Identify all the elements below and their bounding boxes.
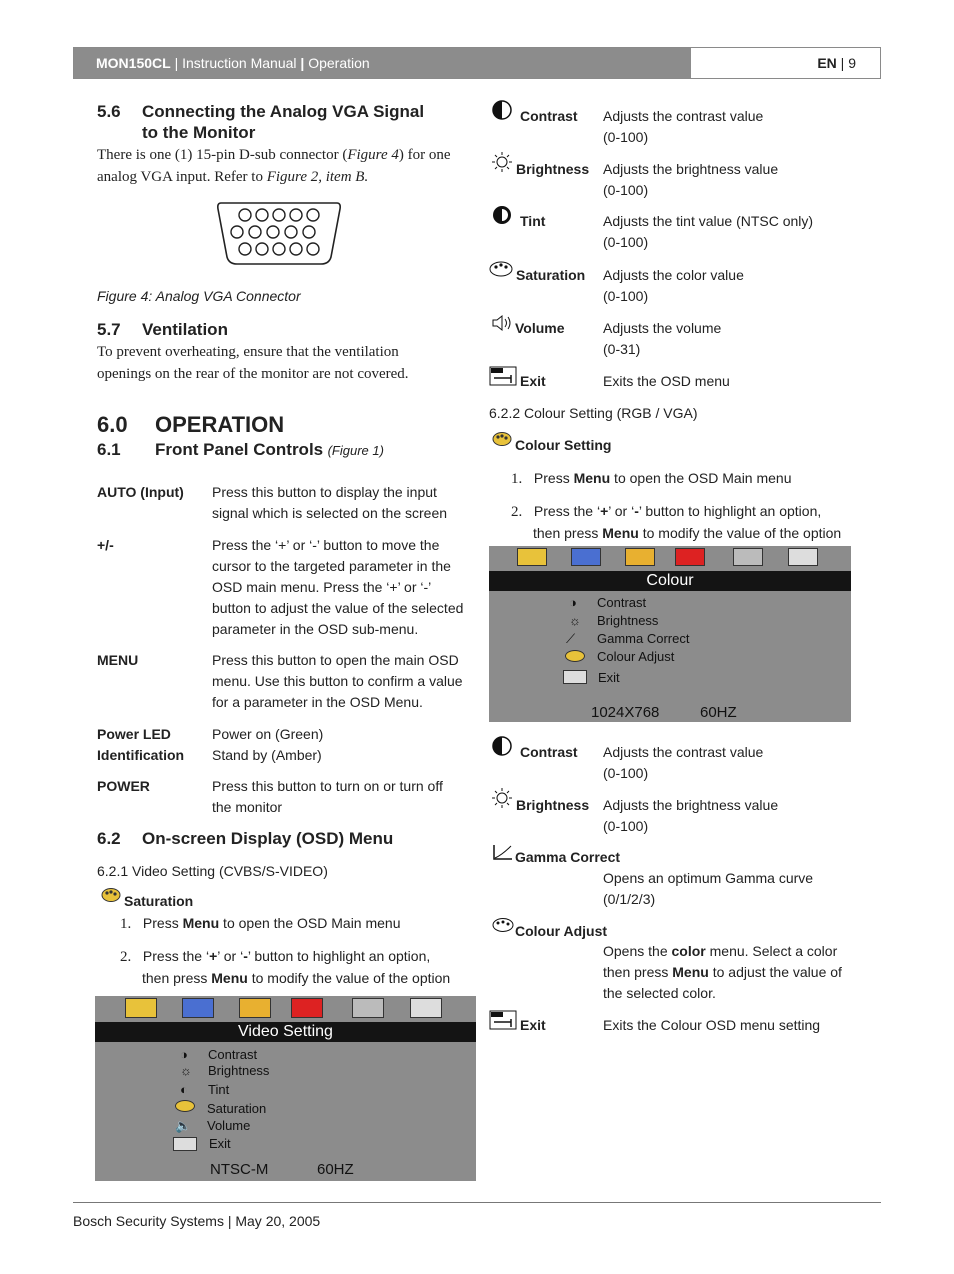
colour-step-2-cont [533,523,873,544]
gamma-icon [492,843,514,861]
osd-frequency: 60HZ [700,704,737,721]
desc-line: Adjusts the volume [603,320,722,336]
contrast-icon: ◑ [569,595,577,610]
step-num: 2. [120,949,132,965]
osd-item: Exit [209,1136,231,1151]
step-text: Press the ‘ [533,503,601,519]
figure-4-caption: Figure 4: Analog VGA Connector [97,288,301,304]
term-line: Power LED [97,726,171,742]
step-bold: Menu [573,470,611,486]
exit-icon [489,366,517,386]
palette-icon [492,431,512,447]
osd-item: Colour Adjust [597,649,675,664]
palette-icon [517,548,547,566]
control-desc-plusminus [212,535,472,640]
screen-position-icon [182,998,214,1018]
item-tint-desc [603,211,813,253]
step-bold: Menu [602,525,639,541]
section-5-7-num: 5.7 [97,320,121,339]
exit-icon [788,548,818,566]
figure-ref-2: Figure 2, item B. [266,169,369,185]
desc-line: OSD main menu. Press the ‘+’ or ‘-’ [212,579,432,595]
step-bold: Menu [211,970,248,986]
exit-icon [173,1137,197,1151]
osd-title-bar: Colour [489,571,851,591]
osd-video-setting-screenshot [95,996,476,1181]
osd-item: Volume [207,1118,251,1133]
colour-brightness-label: Brightness [516,797,590,813]
section-6-0-title: OPERATION [155,412,285,437]
lang-code: EN [817,55,837,71]
exit-icon [563,670,587,684]
colour-adjust-label: Colour Adjust [515,923,608,939]
item-volume-desc [603,318,721,360]
s56-text2: ) for one [398,147,451,163]
desc-line: Adjusts the color value [603,267,744,283]
step-bold: + [600,503,609,519]
desc-line: Adjusts the contrast value [603,744,764,760]
osd-title-bar: Video Setting [95,1022,476,1042]
step-text: Press [142,915,183,931]
manual-name: Instruction Manual [182,55,297,71]
figure-ref: Figure 4 [347,147,399,163]
vga-connector-figure [215,199,343,267]
speaker-icon: 🔈 [175,1118,192,1133]
step-text: then press [533,525,603,541]
s57-line2: openings on the rear of the monitor are not covered. [97,366,409,382]
desc-line: (0-100) [603,288,649,304]
sun-icon: ☼ [180,1063,192,1078]
osd-item: Gamma Correct [597,631,690,646]
item-tint-label: Tint [520,213,546,229]
control-desc-powerled [212,724,472,766]
desc-line: button to adjust the value of the selected [212,600,464,616]
section-6-2-num: 6.2 [97,829,121,848]
desc-line: (0-100) [603,818,649,834]
control-desc-power [212,776,472,818]
item-contrast-label: Contrast [520,108,578,124]
desc-line: (0-100) [603,182,649,198]
step-text: to open the OSD Main menu [219,915,401,931]
item-volume-label: Volume [515,320,565,336]
s61-title: Front Panel Controls [155,440,324,459]
s56-text: There is one (1) 15-pin D-sub connector ( [97,147,348,163]
desc-line: Press the ‘+’ or ‘-’ button to move the [212,537,440,553]
tint-icon [490,204,514,226]
tint-icon: ◐ [180,1082,188,1097]
osd-item: Saturation [207,1101,267,1116]
tools-icon [625,548,655,566]
step-num: 1. [511,471,523,487]
saturation-heading: Saturation [124,893,194,909]
section-5-6-body [97,144,467,188]
item-contrast-desc [603,106,763,148]
section-5-7-title: Ventilation [142,320,228,339]
palette-icon [489,260,513,278]
osd-item: Tint [208,1082,230,1097]
desc-line: Press this button to turn on or turn off [212,778,443,794]
desc-line: (0-100) [603,765,649,781]
exit-icon [410,998,442,1018]
desc-line: the selected color. [603,985,716,1001]
colour-brightness-desc [603,795,778,837]
control-desc-auto [212,482,472,524]
osd-icon-bar [95,996,476,1022]
contrast-icon [490,735,514,757]
desc-line: Adjusts the contrast value [603,108,764,124]
osd-icon [675,548,705,566]
control-desc-menu [212,650,472,713]
step-text: to modify the value of the option [247,970,451,986]
item-exit-label: Exit [520,373,546,389]
s57-line1: To prevent overheating, ensure that the ventilation [97,344,399,360]
footer-text: Bosch Security Systems | May 20, 2005 [73,1213,321,1229]
step-num: 1. [120,916,132,932]
palette-icon [492,917,514,933]
desc-line: Power on (Green) [212,726,324,742]
desc-line: menu. Use this button to confirm a value [212,673,463,689]
colour-contrast-desc [603,742,763,784]
colour-exit-label: Exit [520,1017,546,1033]
control-term-powerled [97,724,184,766]
osd-item: Contrast [597,595,647,610]
step-text: ’ button to highlight an option, [247,948,431,964]
text: Opens the [603,943,672,959]
step-text: Press [533,470,574,486]
osd-signal: NTSC-M [210,1161,269,1178]
osd-resolution: 1024X768 [591,704,660,721]
desc-line: (0-100) [603,129,649,145]
palette-icon [101,887,121,903]
palette-icon [175,1100,195,1112]
osd-colour-screenshot [489,546,851,722]
desc-line: Adjusts the brightness value [603,161,779,177]
model-name: MON150CL [96,55,171,71]
text: menu. Select a color [705,943,838,959]
sun-icon: ☼ [569,613,581,628]
colour-step-2 [511,501,871,523]
gamma-correct-label: Gamma Correct [515,849,621,865]
step-text: ’ or ‘ [608,503,635,519]
section-6-1-title [155,439,384,460]
section-name: Operation [308,55,370,71]
desc-line: Press this button to display the input [212,484,437,500]
palette-icon [125,998,157,1018]
text-bold: color [671,943,706,959]
section-6-2-title: On-screen Display (OSD) Menu [142,829,394,848]
palette-icon [565,650,585,662]
colour-adjust-desc [603,941,863,1004]
colour-contrast-label: Contrast [520,744,578,760]
term-line: Identification [97,747,185,763]
item-brightness-label: Brightness [516,161,590,177]
section-6-1-num: 6.1 [97,440,121,459]
desc-line [603,962,863,983]
step-bold: - [634,503,639,519]
s56-title-line2: to the Monitor [142,123,256,142]
item-brightness-desc [603,159,778,201]
step-text: to open the OSD Main menu [610,470,792,486]
desc-line: cursor to the targeted parameter in the [212,558,451,574]
osd-item: Contrast [208,1047,258,1062]
control-term-menu: MENU [97,652,139,668]
section-6-0-num: 6.0 [97,412,128,437]
desc-line: Adjusts the tint value (NTSC only) [603,213,814,229]
gamma-icon: ⟋ [566,631,576,646]
step-text: ’ button to highlight an option, [638,503,822,519]
item-saturation-label: Saturation [516,267,586,283]
exit-icon [489,1010,517,1030]
reset-icon [733,548,763,566]
step-text: to modify the value of the option [638,525,842,541]
osd-icon [291,998,323,1018]
osd-item: Brightness [597,613,659,628]
sun-icon [490,151,514,173]
step-text: Press the ‘ [142,948,210,964]
contrast-icon: ◑ [180,1047,188,1062]
desc-line: (0/1/2/3) [603,891,656,907]
osd-item: Exit [598,670,620,685]
step-bold: + [209,948,218,964]
step-num: 2. [511,504,523,520]
section-5-6-num: 5.6 [97,102,121,121]
step-bold: - [243,948,248,964]
reset-icon [352,998,384,1018]
desc-line [603,941,863,962]
s61-fig-ref: (Figure 1) [327,443,384,458]
text-bold: Menu [672,964,709,980]
desc-line: Press this button to open the main OSD [212,652,459,668]
step-text: ’ or ‘ [217,948,244,964]
step-2 [120,946,480,968]
desc-line: the monitor [212,799,283,815]
tools-icon [239,998,271,1018]
control-term-auto: AUTO (Input) [97,484,184,500]
colour-setting-heading: Colour Setting [515,437,612,453]
item-saturation-desc [603,265,744,307]
contrast-icon [490,99,514,121]
gamma-correct-desc [603,868,813,910]
screen-position-icon [571,548,601,566]
osd-item: Brightness [208,1063,270,1078]
speaker-icon [490,314,514,332]
text: then press [603,964,673,980]
desc-line: parameter in the OSD sub-menu. [212,621,419,637]
header-title: MON150CL | Instruction Manual | Operation [74,48,691,78]
section-6-2-1: 6.2.1 Video Setting (CVBS/S-VIDEO) [97,863,328,879]
colour-step-1 [511,468,871,490]
step-text: then press [142,970,212,986]
desc-line: (0-100) [603,234,649,250]
desc-line: for a parameter in the OSD Menu. [212,694,423,710]
step-bold: Menu [182,915,220,931]
s56-title-line1: Connecting the Analog VGA Signal [142,102,425,121]
section-5-6-title [142,101,424,143]
desc-line: signal which is selected on the screen [212,505,448,521]
page-footer [73,1202,881,1232]
control-term-power: POWER [97,778,150,794]
desc-line: Opens an optimum Gamma curve [603,870,814,886]
page-number: EN | 9 [817,55,856,71]
osd-frequency: 60HZ [317,1161,354,1178]
section-5-7-body [97,341,467,385]
section-6-2-2: 6.2.2 Colour Setting (RGB / VGA) [489,405,698,421]
desc-line: Stand by (Amber) [212,747,322,763]
control-term-plusminus: +/- [97,537,114,553]
text: to adjust the value of [708,964,842,980]
osd-icon-bar [489,546,851,570]
s56-text3: analog VGA input. Refer to [97,169,267,185]
step-1 [120,913,480,935]
desc-line: Adjusts the brightness value [603,797,779,813]
colour-exit-desc: Exits the Colour OSD menu setting [603,1017,821,1033]
page-num: 9 [848,55,856,71]
step-2-cont [142,968,482,989]
page-header [73,47,881,79]
sun-icon [490,787,514,809]
item-exit-desc: Exits the OSD menu [603,373,730,389]
desc-line: (0-31) [603,341,641,357]
